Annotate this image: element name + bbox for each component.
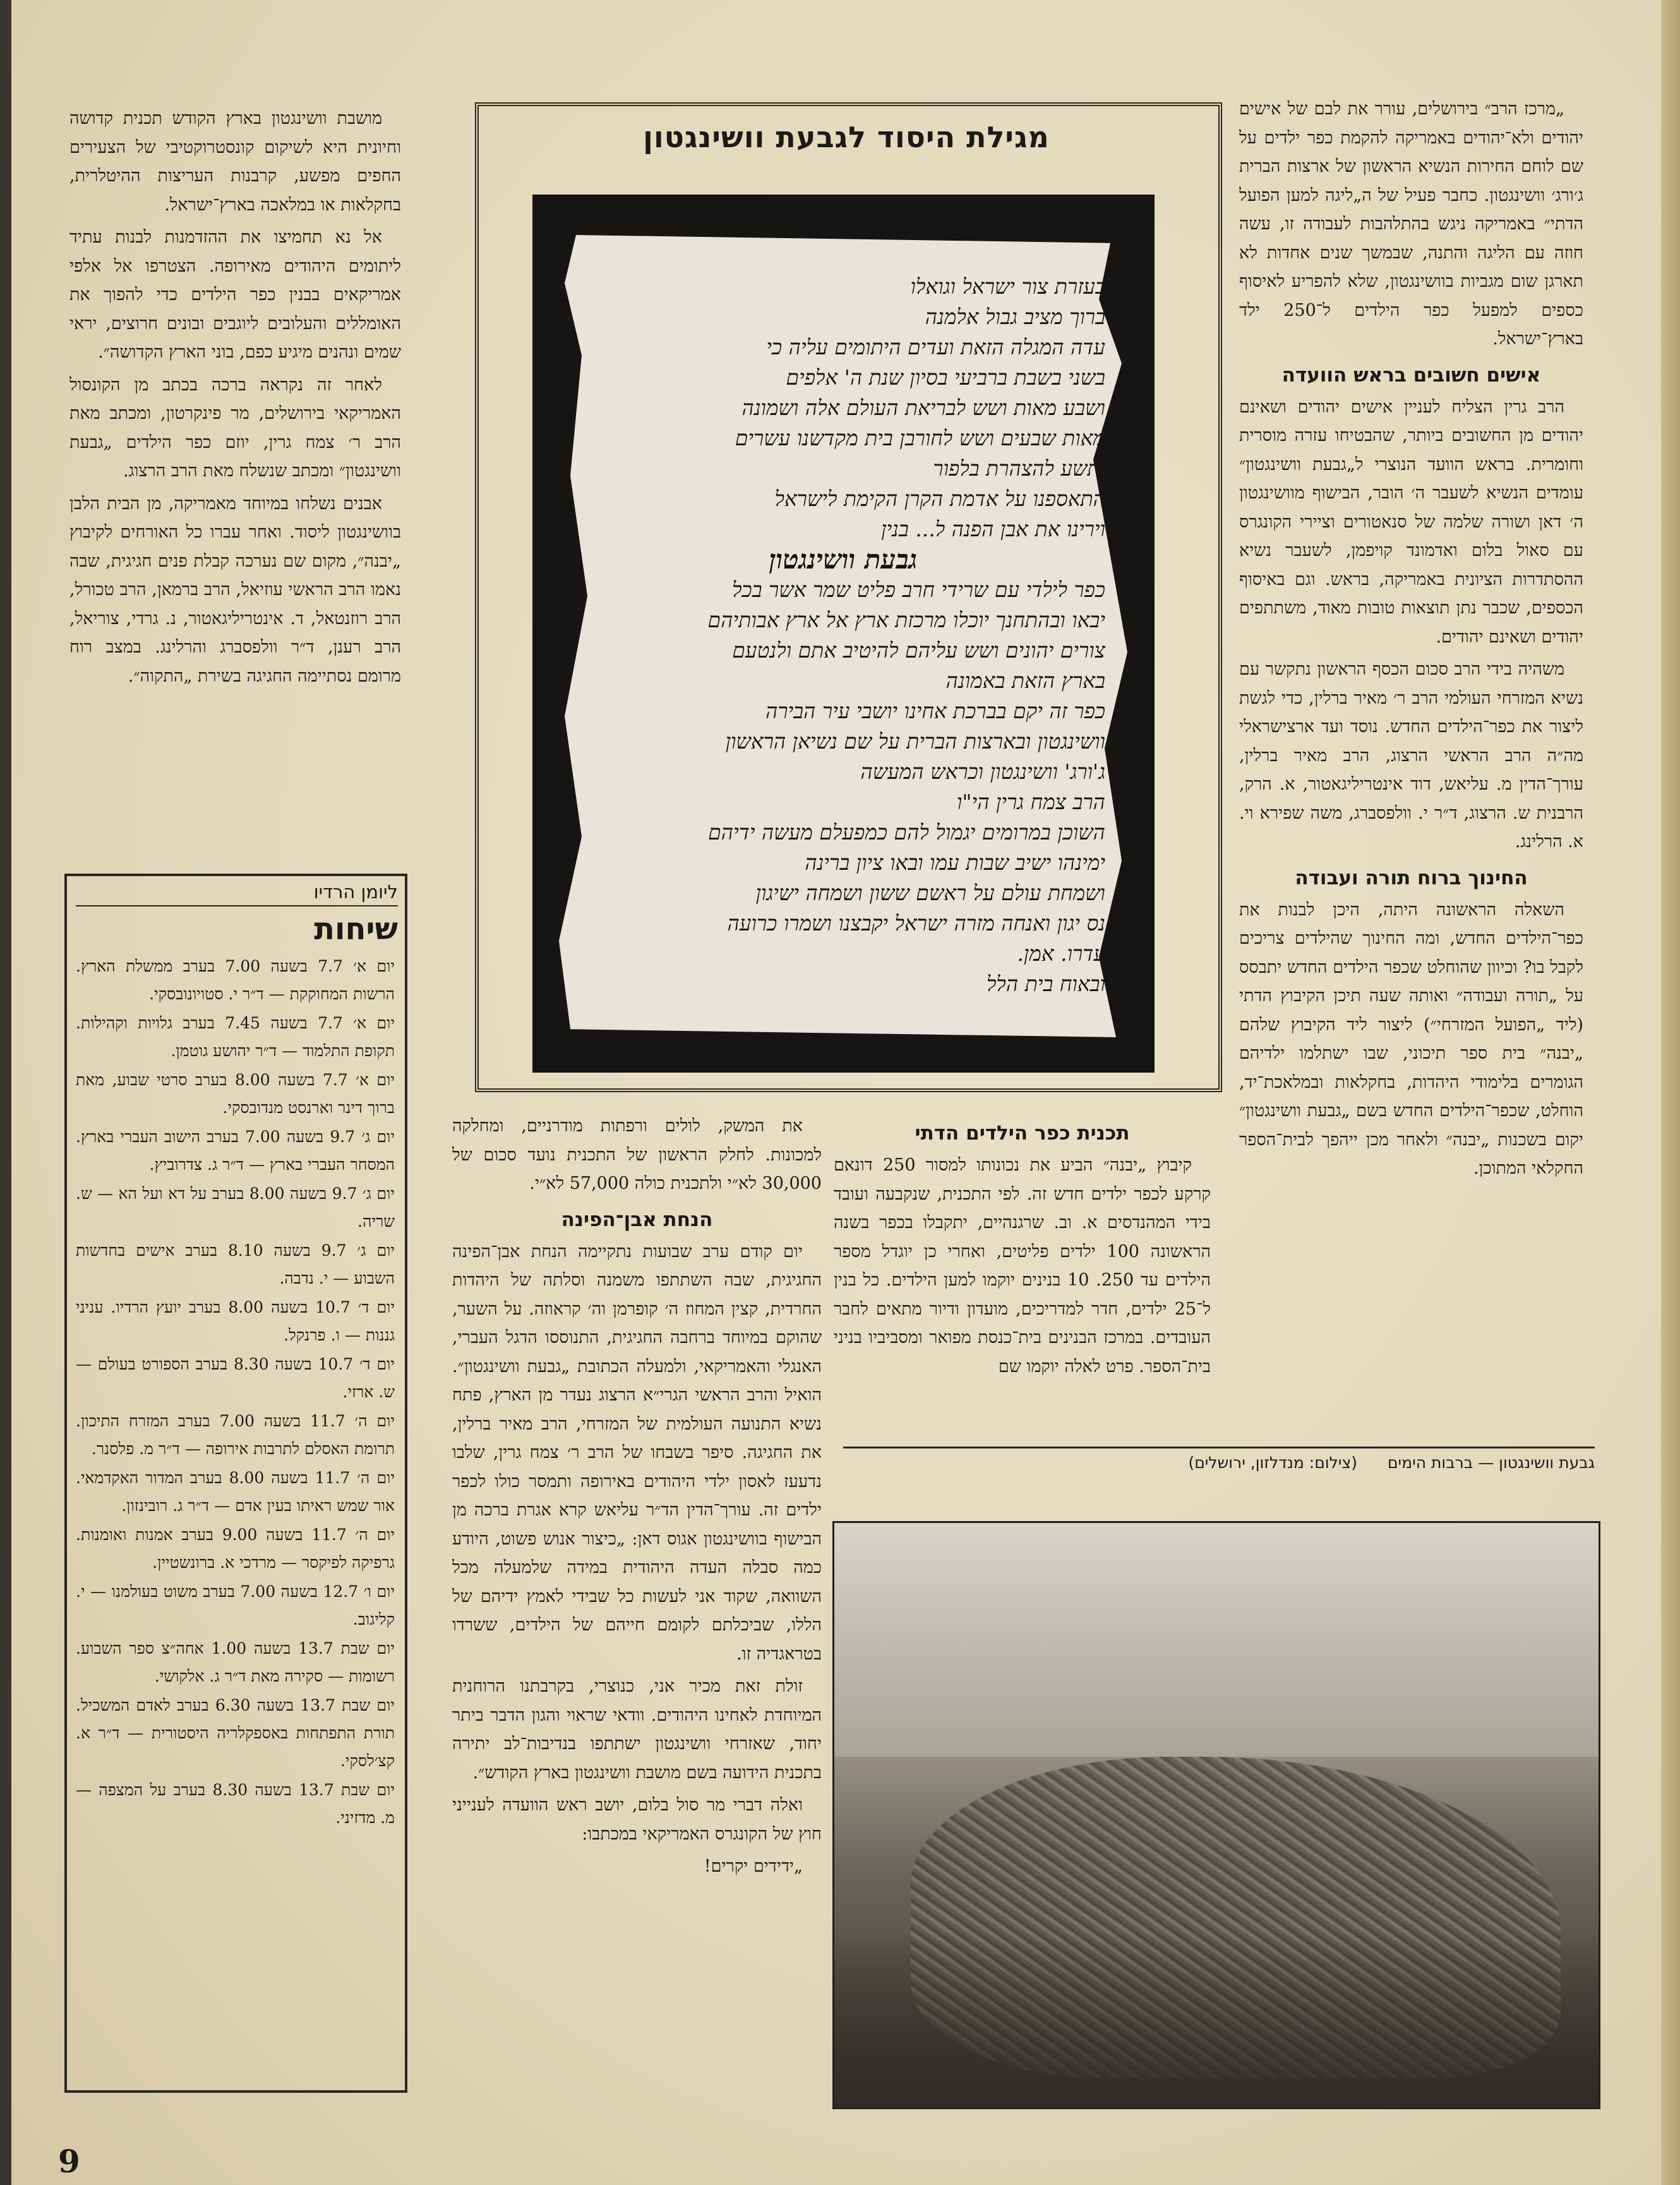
subheading-committee: אישים חשובים בראש הוועדה bbox=[1281, 363, 1541, 387]
subheading-education: החינוך ברוח תורה ועבודה bbox=[1295, 866, 1528, 889]
caption-text: גבעת וושינגטון — ברבות הימים bbox=[1387, 1454, 1595, 1472]
page-number: 9 bbox=[58, 2143, 80, 2180]
radio-header: ליומן הרדיו bbox=[76, 881, 398, 906]
scroll-line: בשני בשבת ברביעי בסיון שנת ה' אלפים bbox=[786, 365, 1105, 390]
village-aerial-photo bbox=[832, 1521, 1600, 2109]
radio-entry: יום ה׳ 11.7 בשעה 7.00 בערב המזרח התיכון. תרומת האסלם לתרבות אירופה — ד״ר מ. פלסנר. bbox=[76, 1412, 395, 1458]
radio-entry: יום שבת 13.7 בשעה 6.30 בערב לאדם המשכיל. תורת התפתחות באספקלריה היסטורית — ד״ר א. קצ׳לסקי. bbox=[76, 1696, 395, 1770]
radio-entry: יום ד׳ 10.7 בשעה 8.30 בערב הספורט בעולם — ש. ארזי. bbox=[76, 1355, 395, 1401]
photo-caption bbox=[843, 1447, 1595, 1472]
scroll-line: צורים יהונים ושש עליהם להיטיב אתם ולנטעם bbox=[732, 638, 1105, 663]
radio-entry: יום ג׳ 9.7 בשעה 8.10 בערב אישים בחדשות השבוע — י. נדבה. bbox=[76, 1241, 395, 1287]
radio-entry: יום ה׳ 11.7 בשעה 8.00 בערב המדור האקדמאי. אור שמש ראיתו בעין אדם — ד״ר ג. רובינזון. bbox=[76, 1469, 395, 1515]
article-column-left bbox=[69, 104, 401, 694]
scroll-line: בעזרת צור ישראל וגואלו bbox=[910, 274, 1105, 299]
radio-schedule-list bbox=[76, 953, 395, 1833]
article-paragraph: קיבוץ „יבנה״ הביע את נכונותו למסור 250 דונאם קרקע לכפר ילדים חדש זה. לפי התכנית, שנקבעה ועובד בידי המהנדסים א. וב. שרגנהיים, יתקבלו בכפר בשנה הראשונה 100 ילדים פליטים, ואחרי כן יוגדל מספר הילדים עד 250. 10 בנינים יוקמו למען הילדים. כל בנין ל־25 ילדים, חדר למדריכים, מועדון ודיור מתאים לחבר העובדים. במרכז הבנינים בית־כנסת מפואר ומסביביו בניני בית־הספר. פרט לאלה יוקמו שם bbox=[834, 1155, 1211, 1376]
scroll-line: עדרו. אמן. bbox=[1017, 941, 1105, 966]
scroll-line: ושמחת עולם על ראשם ששון ושמחה ישיגון bbox=[755, 881, 1105, 905]
scroll-line: ימינהו ישיב שבות עמו ובאו ציון ברינה bbox=[805, 850, 1105, 875]
article-column-middle-left bbox=[452, 1112, 822, 1885]
article-paragraph: משהיה בידי הרב סכום הכסף הראשון נתקשר עם נשיא המזרחי העולמי הרב ר׳ מאיר ברלין, כדי לגשת ליצור את כפר־הילדים החדש. נוסד ועד ארצישראלי מה״ה הרב הראשי הרצוג, הרב מאיר ברלין, עורך־הדין מ. עליאש, דוד אינטריליגאטור, א. הרק, הרבנית ש. הרצוג, ד״ר י. וולפסברג, משה שפירא וי. א. הרלינג. bbox=[1239, 659, 1583, 852]
radio-entry: יום שבת 13.7 בשעה 8.30 בערב על המצפה — מ. מדזיני. bbox=[76, 1781, 395, 1827]
photo-foreground bbox=[834, 1932, 1599, 2108]
scroll-line: ותשע להצהרת בלפור bbox=[933, 456, 1105, 481]
page-right-edge bbox=[1661, 0, 1680, 2185]
scroll-line: נס יגון ואנחה מזרה ישראל יקבצנו ושמרו כרועה bbox=[727, 911, 1105, 936]
radio-title: שיחות bbox=[314, 912, 398, 947]
scroll-line: ברוך מציב גבול אלמנה bbox=[925, 304, 1105, 329]
radio-entry: יום ד׳ 10.7 בשעה 8.00 בערב יועץ הרדיו. עניני גננות — ו. פרנקל. bbox=[76, 1298, 395, 1344]
scroll-line: הרב צמח גרין הי"ו bbox=[956, 790, 1105, 814]
article-paragraph: אל נא תחמיצו את ההזדמנות לבנות עתיד ליתומים היהודים מאירופה. הצטרפו אל אלפי אמריקאים בבנין כפר הילדים כדי להפוך את האומללים והעלובים ליוגבים ובונים חרוצים, יראי שמים ונהנים מיגיע כפם, בוני הארץ הקדושה״. bbox=[69, 227, 401, 362]
photo-credit: (צילום: מנדלזון, ירושלים) bbox=[1188, 1454, 1357, 1472]
article-paragraph: השאלה הראשונה היתה, היכן לבנות את כפר־הילדים החדש, ומה החינוך שהילדים צריכים לקבל בו? וכיוון שהוחלט שכפר הילדים החדש יתבסס על „תורה ועבודה״ ואותה שעה תיכן הקיבוץ הדתי (ליד „הפועל המזרחי״) ליצור ליד הקיבוץ שלהם „יבנה״ בית ספר תיכוני, שבו ישתלמו ילדיהם הגומרים בלימודי היהדות, בחקלאות ובמלאכת־יד, הוחלט, שכפר־הילדים החדש בשם „גבעת וושינגטון״ יקום בשכנות „יבנה״ ולאחר מכן ייהפך לבית־הספר החקלאי המתוכן. bbox=[1239, 900, 1583, 1178]
article-paragraph: את המשק, לולים ורפתות מודרניים, ומחלקה למכונות. לחלק הראשון של התכנית נועד סכום של 30,000 לא״י ולתכנית כולה 57,000 לא״י. bbox=[452, 1116, 822, 1193]
article-paragraph: ואלה דברי מר סול בלום, יושב ראש הוועדה לענייני חוץ של הקונגרס האמריקאי במכתבו: bbox=[452, 1795, 822, 1844]
article-paragraph: לאחר זה נקראה ברכה בכתב מן הקונסול האמריקאי בירושלים, מר פינקרטון, ומכתב מאת הרב ר׳ צמח גרין, יוזם כפר הילדים „גבעת וושינגטון״ ומכתב שנשלח מאת הרב הרצוג. bbox=[69, 375, 401, 481]
scroll-line: בארץ הזאת באמונה bbox=[945, 668, 1105, 693]
article-paragraph: מושבת וושינגטון בארץ הקודש תכנית קדושה וחיונית היא לשיקום קונסטרוקטיבי של הצעירים החפים מפשע, קרבנות העריצות ההיטלרית, בחקלאות או במלאכה בארץ־ישראל. bbox=[69, 109, 401, 215]
subheading-plan: תכנית כפר הילדים הדתי bbox=[915, 1122, 1130, 1145]
scroll-line: ובאוח בית הלל bbox=[987, 972, 1105, 996]
article-column-middle bbox=[834, 1112, 1211, 1385]
scroll-line: עדה המגלה הזאת ועדים היתומים עליה כי bbox=[766, 335, 1105, 359]
article-paragraph: זולת זאת מכיר אני, כנוצרי, בקרבתנו הרוחנית המיוחדת לאחינו היהודים. וודאי שראוי והגון הדבר ביתר יחוד, שאזרחי וושינגטון ישתתפו בנדיבות־לב יתירה בתכנית הידועה בשם מושבת וושינגטון בארץ הקודש״. bbox=[452, 1676, 822, 1783]
scroll-title: מגילת היסוד לגבעת וושינגטון bbox=[643, 120, 1050, 154]
article-column-right bbox=[1239, 95, 1583, 1187]
article-paragraph: אבנים נשלחו במיוחד מאמריקה, מן הבית הלבן בוושינגטון ליסוד. ואחר עברו כל האורחים לקיבוץ „יבנה״, מקום שם נערכה קבלת פנים חגיגית, שבה נאמו הרב הראשי עוזיאל, הרב ברמאן, הרב טכורל, הרב רוזנטאל, ד. אינטריליגאטור, נ. גרדי, צוריאל, הרב רענן, ד״ר וולפסברג והרלינג. במצב רוח מרומם נסתיימה החגיגה בשירת „התקוה״. bbox=[69, 493, 401, 686]
scroll-line: השוכן במרומים יגמול להם כמפעלם מעשה ידיהם bbox=[708, 820, 1105, 845]
scroll-handwritten-text bbox=[581, 272, 1105, 999]
article-paragraph: „ידידים יקרים! bbox=[704, 1857, 803, 1876]
scroll-line: מאות שבעים ושש לחורבן בית מקדשנו עשרים bbox=[735, 426, 1105, 450]
article-paragraph: הרב גרין הצליח לעניין אישים יהודים ושאינם יהודים מן החשובים ביותר, שהבטיחו עזרה מוסרית וחומרית. בראש הוועד הנוצרי ל„גבעת וושינגטון״ עומדים הנשיא לשעבר ה׳ הובר, הבישוף מוושינגטון ה׳ דאן ושורה שלמה של סנאטורים וציירי הקונגרס עם סאול בלום ואדמונד קויפמן, לשעבר נשיא ההסתדרות הציונית באמריקה, בראש. וגם באיסוף הכספים, שכבר נתן תוצאות טובות מאוד, משתתפים יהודים ושאינם יהודים. bbox=[1239, 397, 1583, 647]
scroll-line: כפר זה יקם בברכת אחינו יושבי עיר הבירה bbox=[765, 699, 1105, 723]
scroll-line: וושינגטון ובארצות הברית על שם נשיאן הראשון bbox=[725, 729, 1105, 754]
radio-entry: יום ג׳ 9.7 בשעה 8.00 בערב על דא ועל הא — ש. שריה. bbox=[76, 1184, 395, 1231]
scroll-line: וירינו את אבן הפנה ל... בנין bbox=[881, 517, 1105, 541]
scroll-line: כפר לילדי עם שרידי חרב פליט שמר אשר בכל bbox=[732, 577, 1105, 602]
radio-entry: יום ג׳ 9.7 בשעה 7.00 בערב הישוב העברי בארץ. המסחר העברי בארץ — ד״ר ג. צדרוביץ. bbox=[76, 1128, 395, 1174]
article-paragraph: יום קודם ערב שבועות נתקיימה הנחת אבן־הפינה החגיגית, שבה השתתפו משמנה וסלתה של היהדות החרדית, קצין המחוז ה׳ קופרמן וה׳ קראוזה. על השער, שהוקם במיוחד ברחבה החגיגית, התנוססו הדגל העברי, האנגלי והאמריקאי, ולמעלה הכתובת „גבעת וושינגטון״. הואיל והרב הראשי הגרי״א הרצוג נעדר מן הארץ, פתח נשיא התנועה העולמית של המזרחי, הרב מאיר ברלין, את החגיגה. סיפר בשבחו של הרב ר׳ צמח גרין, שלבו נדעעז לאסון ילדי היהודים באירופה ותמסר כולו לכפר ילדים זה. עורך־הדין הד״ר עליאש קרא אגרת ברכה מן הבישוף בוושינגטון אגוס דאן: „כיצור אנוש פשוט, היודע כמה סבלה העדה היהודית במידה שלמעלה מכל השוואה, שקוד אני לעשות כל שבידי לאמץ ידיהם של הללו, שביכלתם לקומם חייהם של הילדים, ששרדו בטראגדיה זו. bbox=[452, 1241, 822, 1664]
radio-entry: יום א׳ 7.7 בשעה 8.00 בערב סרטי שבוע, מאת ברוך דינר וארנסט מנדובסקי. bbox=[76, 1071, 395, 1117]
radio-entry: יום ו׳ 12.7 בשעה 7.00 בערב משוט בעולמנו — י. קליגוב. bbox=[76, 1582, 395, 1628]
scroll-line: התאספנו על אדמת הקרן הקימת לישראל bbox=[774, 486, 1105, 511]
scroll-line: ג'ורג' וושינגטון וכראש המעשה bbox=[860, 759, 1105, 784]
photo-sea bbox=[834, 1523, 1599, 1757]
radio-entry: יום ה׳ 11.7 בשעה 9.00 בערב אמנות ואומנות. גרפיקה לפיקסר — מרדכי א. ברונשטיין. bbox=[76, 1526, 395, 1572]
scroll-line: ושבע מאות ושש לבריאת העולם אלה ושמונה bbox=[741, 395, 1105, 420]
scroll-line: יבאו ובהתחנך יוכלו מרכזת ארץ אל ארץ אבותיהם bbox=[707, 608, 1105, 632]
page-binding-edge bbox=[0, 0, 11, 2185]
subheading-cornerstone: הנחת אבן־הפינה bbox=[561, 1208, 713, 1231]
radio-entry: יום שבת 13.7 בשעה 1.00 אחה״צ ספר השבוע. רשומות — סקירה מאת ד״ר ג. אלקושי. bbox=[76, 1639, 395, 1685]
article-paragraph: „מרכז הרב״ בירושלים, עורר את לבם של אישים יהודים ולא־יהודים באמריקה להקמת כפר ילדים על שם לוחם החירות הנשיא הראשון של ארצות הברית ג׳ורג׳ וושינגטון. כחבר פעיל של ה„ליגה למען הפועל הדתי״ באמריקה ניגש בהתלהבות לעבודה זו, עשה חוזה עם הליגה והתנה, שבמשך שנים אחדות לא תארגן שום מגביות בוושינגטון, שלא להפריע לאיסוף כספים למפעל כפר הילדים ל־250 ילד בארץ־ישראל. bbox=[1239, 99, 1583, 349]
scroll-line-heading: גבעת וושינגטון bbox=[769, 545, 918, 575]
radio-entry: יום א׳ 7.7 בשעה 7.00 בערב ממשלת הארץ. הרשות המחוקקת — ד״ר י. סטויונובסקי. bbox=[76, 957, 395, 1003]
radio-entry: יום א׳ 7.7 בשעה 7.45 בערב גלויות וקהילות. תקופת התלמוד — ד״ר יהושע גוטמן. bbox=[76, 1014, 395, 1060]
